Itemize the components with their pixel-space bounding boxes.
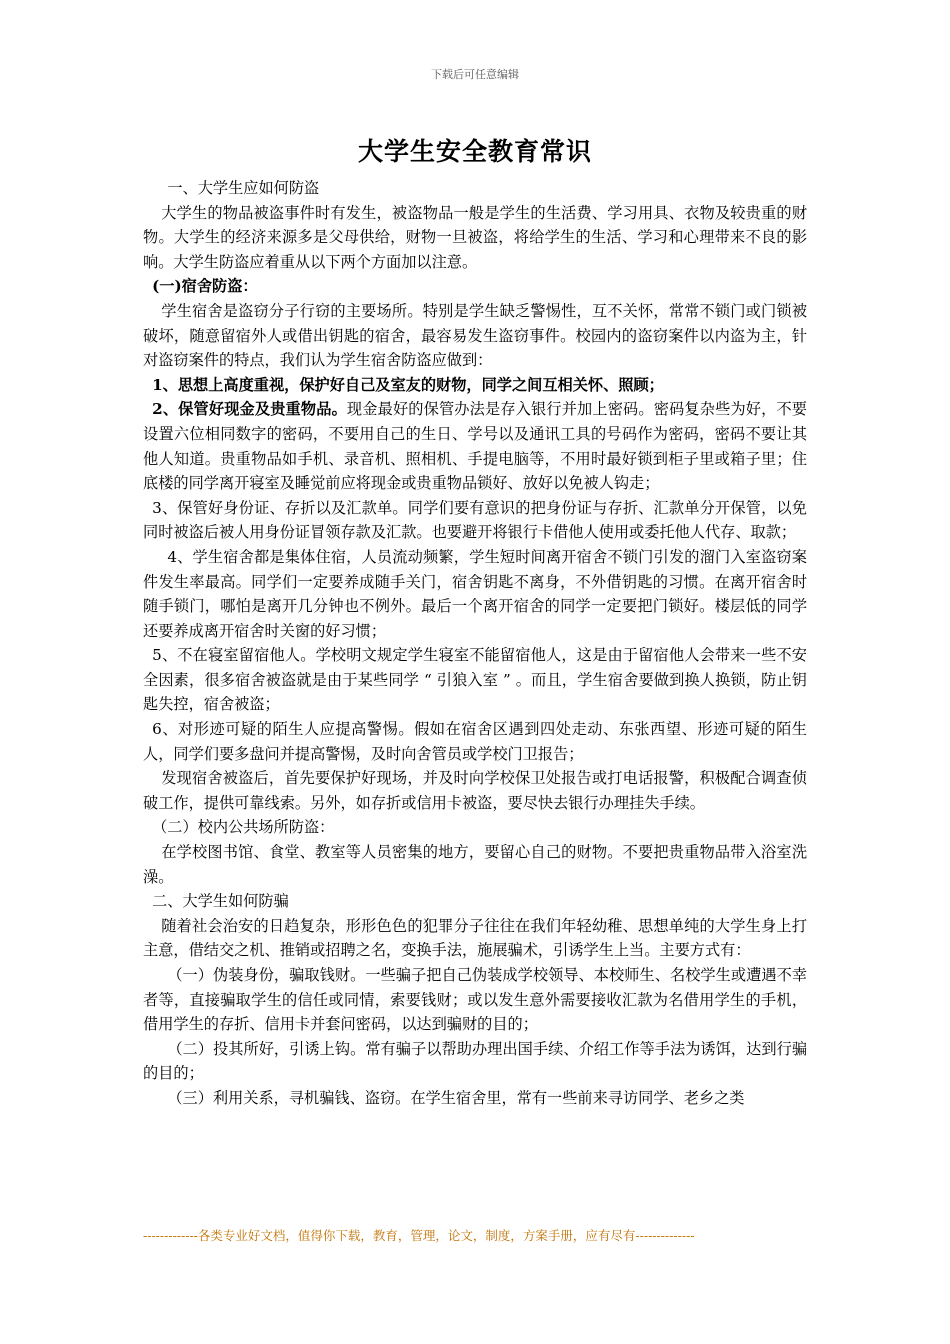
paragraph: 发现宿舍被盗后，首先要保护好现场，并及时向学校保卫处报告或打电话报警，积极配合调查侦破工作，提供可靠线索。另外，如存折或信用卡被盗，要尽快去银行办理挂失手续。 — [143, 769, 807, 812]
list-item-text: 现金最好的保管办法是存入银行并加上密码。密码复杂些为好，不要设置六位相同数字的密码，不要用自己的生日、学号以及通讯工具的号码作为密码，密码不要让其他人知道。贵重物品如手机、录音机、照相机、手提电脑等，不用时最好锁到柜子里或箱子里；住底楼的同学离开寝室及睡觉前应将现金或贵重物品锁好、放好以免被人钩走； — [143, 400, 807, 493]
list-item: （二）投其所好，引诱上钩。常有骗子以帮助办理出国手续、介绍工作等手法为诱饵，达到行骗的目的； — [143, 1039, 807, 1083]
subsection-heading: （二）校内公共场所防盗： — [152, 818, 335, 837]
list-item: 5、不在寝室留宿他人。学校明文规定学生寝室不能留宿他人，这是由于留宿他人会带来一些不安全因素，很多宿舍被盗就是由于某些同学 “ 引狼入室 ” 。而且，学生宿舍要做到换人换锁，防止钥匙失控，宿舍被盗； — [143, 646, 807, 714]
list-item: （三）利用关系，寻机骗钱、盗窃。在学生宿舍里，常有一些前来寻访同学、老乡之类 — [167, 1088, 745, 1107]
section-heading: 一、大学生应如何防盗 — [167, 179, 320, 197]
paragraph: 大学生的物品被盗事件时有发生，被盗物品一般是学生的生活费、学习用具、衣物及较贵重的财物。大学生的经济来源多是父母供给，财物一旦被盗，将给学生的生活、学习和心理带来不良的影响。大学生防盗应着重从以下两个方面加以注意。 — [143, 203, 807, 271]
list-item: 6、对形迹可疑的陌生人应提高警惕。假如在宿舍区遇到四处走动、东张西望、形迹可疑的陌生人，同学们要多盘问并提高警惕，及时向舍管员或学校门卫报告； — [143, 720, 807, 763]
list-item — [143, 397, 807, 495]
document-body — [143, 176, 807, 1111]
paragraph: 在学校图书馆、食堂、教室等人员密集的地方，要留心自己的财物。不要把贵重物品带入浴室洗澡。 — [143, 843, 807, 886]
list-item: （一）伪装身份，骗取钱财。一些骗子把自己伪装成学校领导、本校师生、名校学生或遭遇不幸者等，直接骗取学生的信任或同情，索要钱财；或以发生意外需要接收汇款为名借用学生的手机，借用学生的存折、信用卡并套问密码，以达到骗财的目的； — [143, 966, 807, 1034]
header-note: 下载后可任意编辑 — [431, 68, 519, 81]
list-item: 4、学生宿舍都是集体住宿，人员流动频繁，学生短时间离开宿舍不锁门引发的溜门入室盗窃案件发生率最高。同学们一定要养成随手关门，宿舍钥匙不离身，不外借钥匙的习惯。在离开宿舍时随手锁门，哪怕是离开几分钟也不例外。最后一个离开宿舍的同学一定要把门锁好。楼层低的同学还要养成离开宿舍时关窗的好习惯； — [143, 547, 807, 640]
list-item-lead: 2、保管好现金及贵重物品。 — [152, 400, 347, 419]
list-item: 1、思想上高度重视，保护好自己及室友的财物，同学之间互相关怀、照顾； — [152, 375, 664, 394]
list-item: 3、保管好身份证、存折以及汇款单。同学们要有意识的把身份证与存折、汇款单分开保管，以免同时被盗后被人用身份证冒领存款及汇款。也要避开将银行卡借他人使用或委托他人代存、取款； — [143, 498, 807, 542]
subsection-heading: (一)宿舍防盗： — [152, 277, 258, 296]
footer-banner: -------------各类专业好文档，值得你下载，教育，管理，论文，制度，方案手册，应有尽有-------------- — [143, 1228, 695, 1243]
paragraph: 随着社会治安的日趋复杂，形形色色的犯罪分子往往在我们年轻幼稚、思想单纯的大学生身上打主意，借结交之机、推销或招聘之名，变换手法，施展骗术，引诱学生上当。主要方式有： — [143, 916, 807, 960]
section-heading: 二、大学生如何防骗 — [152, 892, 289, 911]
paragraph: 学生宿舍是盗窃分子行窃的主要场所。特别是学生缺乏警惕性，互不关怀，常常不锁门或门锁被破坏，随意留宿外人或借出钥匙的宿舍，最容易发生盗窃事件。校园内的盗窃案件以内盗为主，针对盗窃案件的特点，我们认为学生宿舍防盗应做到： — [143, 301, 807, 370]
document-title: 大学生安全教育常识 — [357, 137, 592, 166]
